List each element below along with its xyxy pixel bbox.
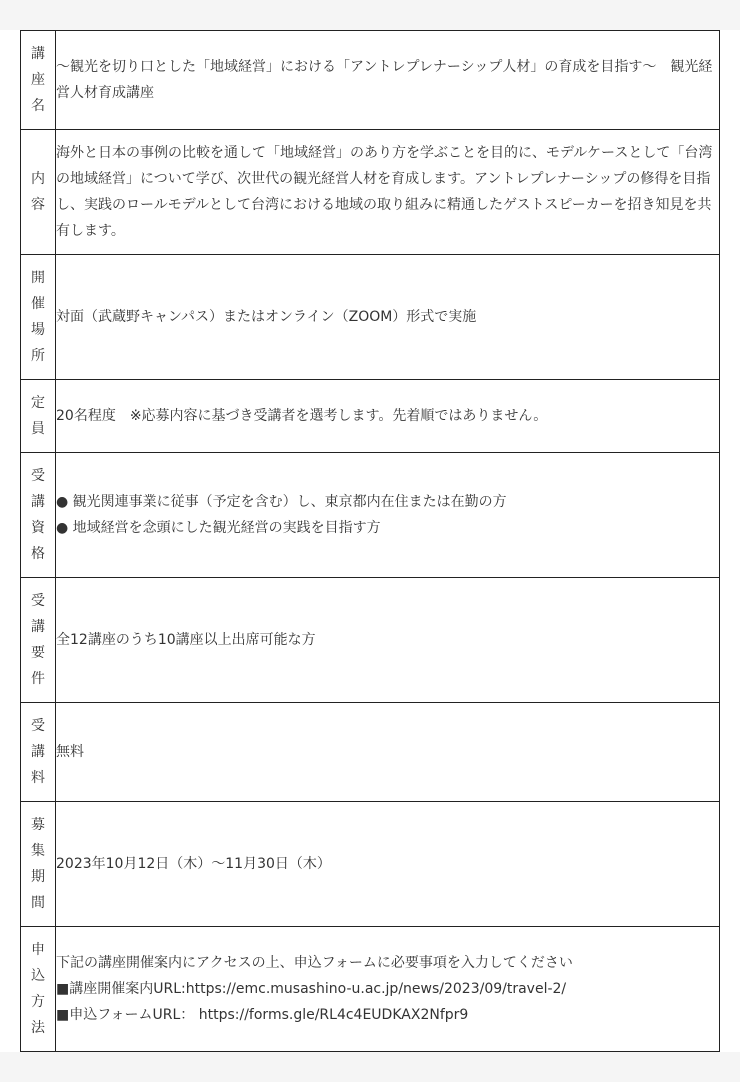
label-char: 開: [31, 270, 45, 286]
label-char: 期: [31, 869, 45, 885]
value-line: ● 地域経営を念頭にした観光経営の実践を目指す方: [56, 520, 381, 536]
label-char: 講: [31, 619, 45, 635]
label-char: 催: [31, 296, 45, 312]
row-label: [21, 802, 56, 927]
row-value: [56, 130, 720, 255]
label-char: 格: [31, 546, 45, 562]
label-char: 間: [31, 895, 45, 911]
bottom-margin: [0, 1052, 740, 1082]
row-value: [56, 703, 720, 802]
label-char: 募: [31, 817, 45, 833]
value-line: ■講座開催案内URL:https://emc.musashino-u.ac.jp/news/2023/09/travel-2/: [56, 981, 567, 997]
row-value: [56, 255, 720, 380]
row-label: [21, 130, 56, 255]
value-line: 全12講座のうち10講座以上出席可能な方: [56, 632, 316, 648]
label-char: 講: [31, 744, 45, 760]
row-eligibility: [21, 453, 720, 578]
row-value: [56, 380, 720, 453]
row-label: [21, 255, 56, 380]
row-label: [21, 703, 56, 802]
row-content: [21, 130, 720, 255]
row-requirements: [21, 578, 720, 703]
row-value: [56, 453, 720, 578]
value-line: ● 観光関連事業に従事（予定を含む）し、東京都内在住または在勤の方: [56, 494, 507, 510]
row-capacity: [21, 380, 720, 453]
label-char: 講: [31, 494, 45, 510]
label-char: 方: [31, 994, 45, 1010]
label-char: 内: [31, 171, 45, 187]
label-char: 員: [31, 421, 45, 437]
row-label: [21, 380, 56, 453]
document-sheet: [0, 30, 740, 1052]
row-label: [21, 578, 56, 703]
row-label: [21, 31, 56, 130]
row-venue: [21, 255, 720, 380]
value-line: 〜観光を切り口とした「地域経営」における「アントレプレナーシップ人材」の育成を目指す〜 観光経営人材育成講座: [56, 59, 713, 101]
label-char: 所: [31, 348, 45, 364]
value-line: ■申込フォームURL： https://forms.gle/RL4c4EUDKAX2Nfpr9: [56, 1007, 469, 1023]
label-char: 資: [31, 520, 45, 536]
value-line: 対面（武蔵野キャンパス）またはオンライン（ZOOM）形式で実施: [56, 309, 477, 325]
label-char: 定: [31, 395, 45, 411]
row-value: [56, 927, 720, 1052]
top-margin: [0, 0, 740, 30]
label-char: 講: [31, 46, 45, 62]
label-char: 込: [31, 968, 45, 984]
label-char: 件: [31, 671, 45, 687]
row-application-period: [21, 802, 720, 927]
label-char: 容: [31, 197, 45, 213]
label-char: 座: [31, 72, 45, 88]
value-line: 無料: [56, 744, 84, 760]
row-label: [21, 453, 56, 578]
row-application-method: [21, 927, 720, 1052]
row-value: [56, 31, 720, 130]
label-char: 受: [31, 468, 45, 484]
label-char: 申: [31, 942, 45, 958]
row-label: [21, 927, 56, 1052]
label-char: 名: [31, 98, 45, 114]
row-fee: [21, 703, 720, 802]
course-info-table: [20, 30, 720, 1052]
label-char: 集: [31, 843, 45, 859]
label-char: 料: [31, 770, 45, 786]
value-line: 20名程度 ※応募内容に基づき受講者を選考します。先着順ではありません。: [56, 408, 548, 424]
row-value: [56, 802, 720, 927]
value-line: 2023年10月12日（木）〜11月30日（木）: [56, 856, 331, 872]
label-char: 受: [31, 593, 45, 609]
row-course-name: [21, 31, 720, 130]
row-value: [56, 578, 720, 703]
label-char: 場: [31, 322, 45, 338]
label-char: 受: [31, 718, 45, 734]
label-char: 法: [31, 1020, 45, 1036]
value-line: 下記の講座開催案内にアクセスの上、申込フォームに必要事項を入力してください: [56, 955, 573, 971]
value-line: 海外と日本の事例の比較を通して「地域経営」のあり方を学ぶことを目的に、モデルケースとして「台湾の地域経営」について学び、次世代の観光経営人材を育成します。アントレプレナーシップの修得を目指し、実践のロールモデルとして台湾における地域の取り組みに精通したゲストスピーカーを招き知見を共有します。: [56, 145, 713, 239]
label-char: 要: [31, 645, 45, 661]
